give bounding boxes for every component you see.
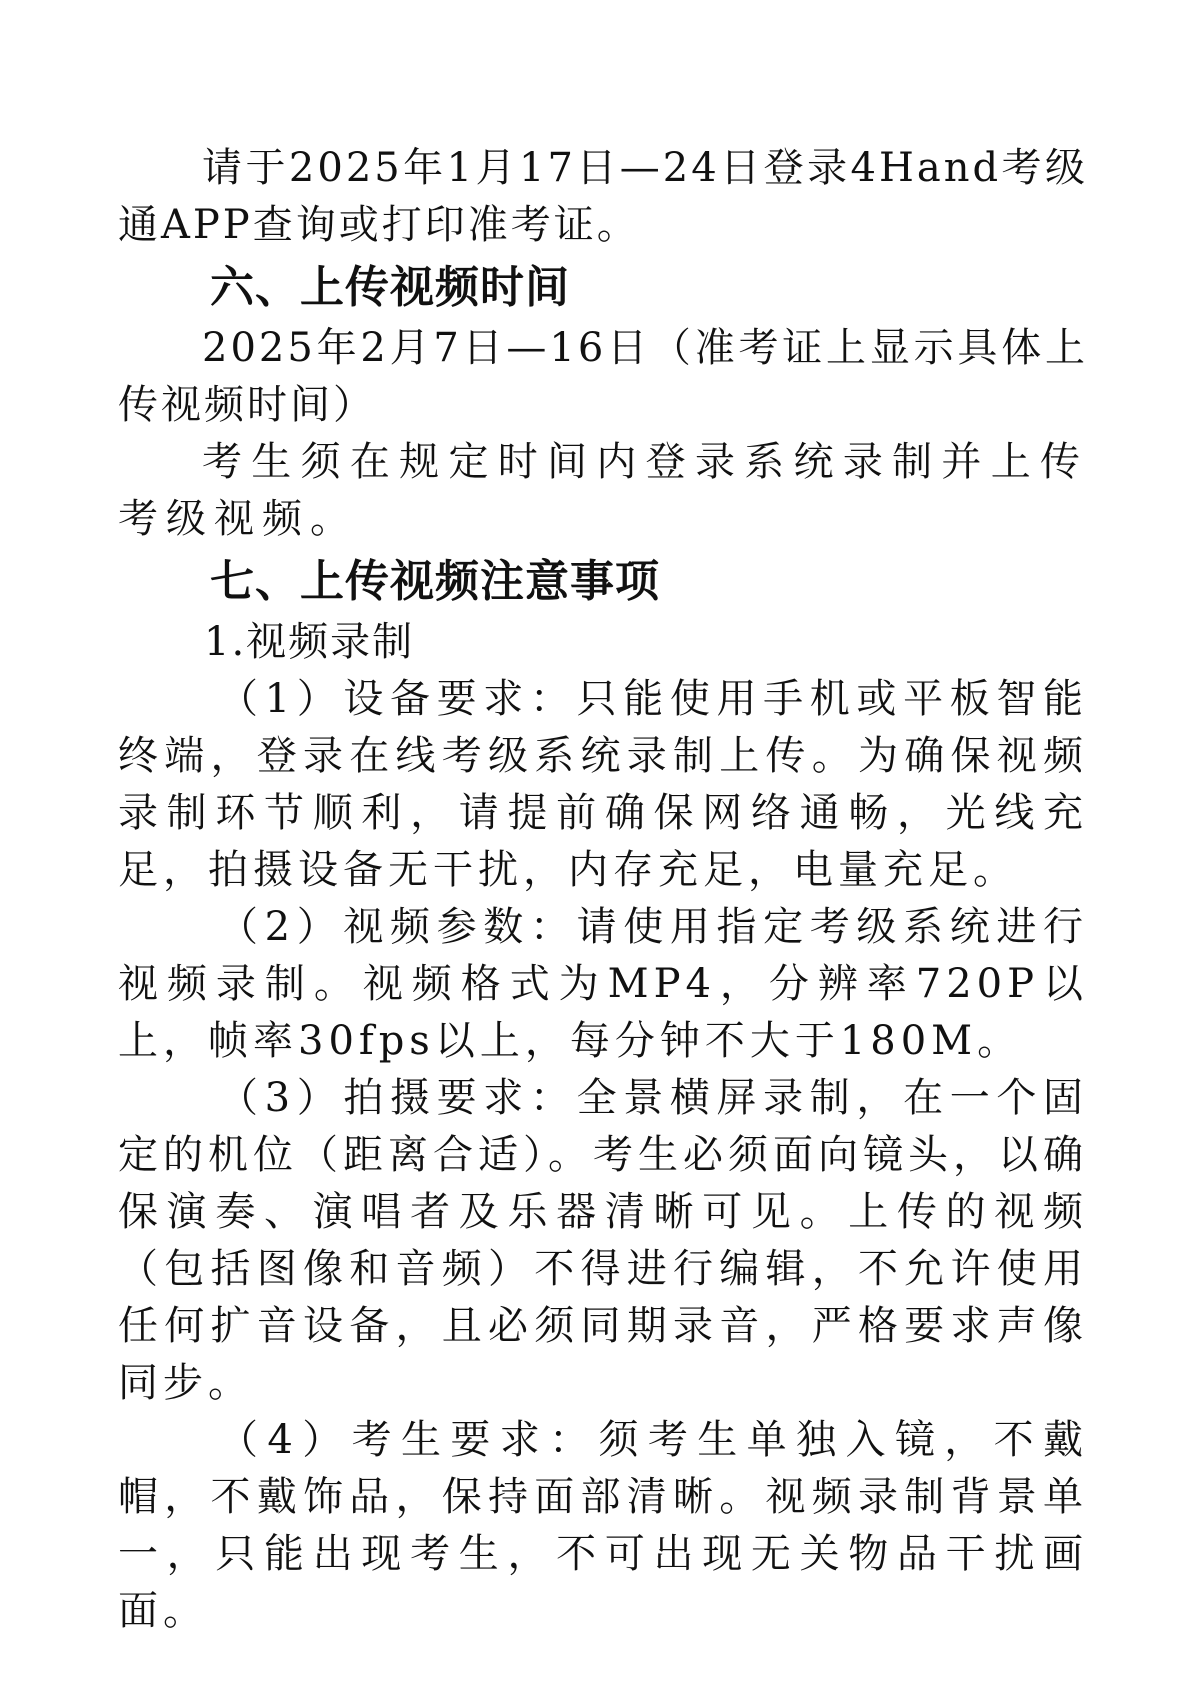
paragraph-admission-ticket: 请于2025年1月17日—24日登录4Hand考级通APP查询或打印准考证。 [118, 145, 1088, 248]
document-page [118, 140, 1088, 1640]
subheading-video-recording: 1.视频录制 [204, 619, 415, 665]
item-device-requirements: （1）设备要求：只能使用手机或平板智能终端，登录在线考级系统录制上传。为确保视频录制环节顺利，请提前确保网络通畅，光线充足，拍摄设备无干扰，内存充足，电量充足。 [118, 676, 1088, 893]
heading-upload-notes: 七、上传视频注意事项 [210, 556, 660, 607]
paragraph-upload-instruction: 考生须在规定时间内登录系统录制并上传考级视频。 [118, 439, 1088, 542]
paragraph-upload-dates: 2025年2月7日—16日（准考证上显示具体上传视频时间） [118, 325, 1088, 428]
item-shooting-requirements: （3）拍摄要求：全景横屏录制，在一个固定的机位（距离合适）。考生必须面向镜头，以确保演奏、演唱者及乐器清晰可见。上传的视频（包括图像和音频）不得进行编辑，不允许使用任何扩音设备，且必须同期录音，严格要求声像同步。 [118, 1075, 1088, 1406]
heading-upload-time: 六、上传视频时间 [210, 262, 570, 313]
item-video-parameters: （2）视频参数：请使用指定考级系统进行视频录制。视频格式为MP4，分辨率720P以上，帧率30fps以上，每分钟不大于180M。 [118, 904, 1088, 1064]
item-candidate-requirements: （4）考生要求：须考生单独入镜，不戴帽，不戴饰品，保持面部清晰。视频录制背景单一，只能出现考生，不可出现无关物品干扰画面。 [118, 1417, 1088, 1634]
